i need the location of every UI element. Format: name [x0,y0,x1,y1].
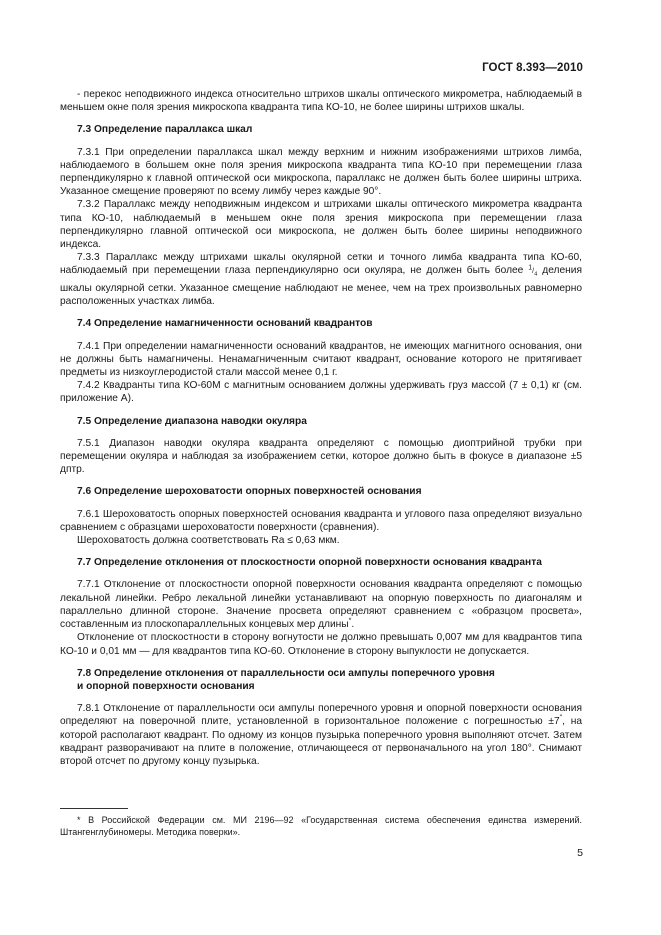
section-heading-7-7: 7.7 Определение отклонения от плоскостности опорной поверхности основания квадранта [77,557,542,569]
paragraph-7-3-1: 7.3.1 При определении параллакса шкал между верхним и нижним изображениями штрихов лимба, наблюдаемого в большем окне поля зрения микроскопа квадранта типа КО-10 при перемещении глаза перпендикулярно к главной оптической оси микроскопа, параллакс не должен быть более ширины штриха. Указанное смещение проверяют по всему лимбу через каждые 90°. [60,146,582,198]
paragraph-7-7-1-end: . [351,619,355,631]
fraction: $^1/_4$ [528,265,538,278]
document-header: ГОСТ 8.393—2010 [482,62,583,74]
paragraph-skew-item: - перекос неподвижного индекса относительно штрихов шкалы оптического микрометра, наблюдаемый в меньшем окне поля зрения микроскопа квадранта типа КО-10, не более ширины штрихов шкалы. [60,89,582,114]
paragraph-7-7-1-text: 7.7.1 Отклонение от плоскостности опорной поверхности основания квадранта определяют с помощью лекальной линейки. Ребро лекальной линейки устанавливают на опорную поверхность по диагоналям и параллельно длинной стороне. Значение просвета определяют сравнением с «образцом просвета», составленным из плоскопараллельных концевых мер длины [60,579,582,631]
footnote-divider [60,808,128,809]
section-heading-7-6: 7.6 Определение шероховатости опорных поверхностей основания [77,486,422,498]
paragraph-7-6-1: 7.6.1 Шероховатость опорных поверхностей основания квадранта и углового паза определяют визуально сравнением с образцами шероховатости поверхности (сравнения). [60,508,582,533]
paragraph-7-8-1 [60,702,582,768]
paragraph-7-7-1 [60,578,582,631]
fraction-numerator: 1 [528,265,533,273]
arcsecond-mark: " [559,714,563,722]
footnote-text: В Российской Федерации см. МИ 2196—92 «Государственная система обеспечения единства измерений. Штангенглубиномеры. Методика поверки». [60,815,582,837]
footnote-marker: * [77,815,81,825]
paragraph-7-6-1-roughness: Шероховатость должна соответствовать Ra ≤ 0,63 мкм. [77,535,340,547]
main-content [60,88,582,768]
paragraph-7-4-1: 7.4.1 При определении намагниченности оснований квадрантов, не имеющих магнитного основания, они не должны быть намагничены. Ненамагниченным считают квадрант, основание которого не притягивает предметы из низкоуглеродистой стали массой менее 0,1 г. [60,340,582,379]
paragraph-7-8-1-text-a: 7.8.1 Отклонение от параллельности оси ампулы поперечного уровня и опорной поверхности основания определяют на поверочной плите, установленной в горизонтальное положение с погрешностью ±7 [60,703,582,728]
fraction-denominator: 4 [534,271,538,278]
paragraph-7-7-1-tolerance: Отклонение от плоскостности в сторону вогнутости не должно превышать 0,007 мм для квадрантов типа КО-10 и 0,01 мм — для квадрантов типа КО-60. Отклонение в сторону выпуклости не допускается. [60,632,582,657]
paragraph-7-5-1: 7.5.1 Диапазон наводки окуляра квадранта определяют с помощью диоптрийной трубки при перемещении окуляра и наблюдая за изображением сетки, которое должно быть в фокусе в диапазоне ±5 дптр. [60,437,582,476]
footnote [60,814,582,838]
page-number: 5 [577,847,583,859]
section-heading-7-4: 7.4 Определение намагниченности оснований квадрантов [77,318,373,330]
paragraph-7-3-3-text-a: 7.3.3 Параллакс между штрихами шкалы окулярной сетки и точного лимба квадранта типа КО-60, наблюдаемый при перемещении глаза перпендикулярно оси окуляра, не должен быть более [60,252,582,277]
paragraph-7-3-3-text-b: деления шкалы окулярной сетки. Указанное смещение наблюдают не менее, чем на трех произвольных равномерно расположенных участках лимба. [60,265,582,308]
paragraph-7-4-2: 7.4.2 Квадранты типа КО-60М с магнитным основанием должны удерживать груз массой (7 ± 0,1) кг (см. приложение А). [60,380,582,405]
paragraph-7-8-1-text-b: , на которой располагают квадрант. По одному из концов пузырька поперечного уровня выполняют отсчет. Затем квадрант разворачивают на плите в положение, отличающееся от первоначального на угол 180°. Снимают второй отсчет по другому концу пузырька. [60,716,582,767]
paragraph-7-3-3 [60,251,582,308]
section-heading-7-8-line1: 7.8 Определение отклонения от параллельности оси ампулы поперечного уровня [77,667,495,679]
footnote-reference: * [348,617,352,625]
section-heading-7-8-line2: и опорной поверхности основания [77,680,255,692]
section-heading-7-5: 7.5 Определение диапазона наводки окуляра [77,415,307,427]
paragraph-7-3-2: 7.3.2 Параллакс между неподвижным индексом и штрихами шкалы оптического микрометра квадранта типа КО-10, наблюдаемый в меньшем окне поля зрения микроскопа при перемещении глаза перпендикулярно главной оптической оси микроскопа, не должен быть более ширины неподвижного индекса. [60,199,582,251]
section-heading-7-8 [60,667,582,693]
section-heading-7-3: 7.3 Определение параллакса шкал [77,124,253,136]
